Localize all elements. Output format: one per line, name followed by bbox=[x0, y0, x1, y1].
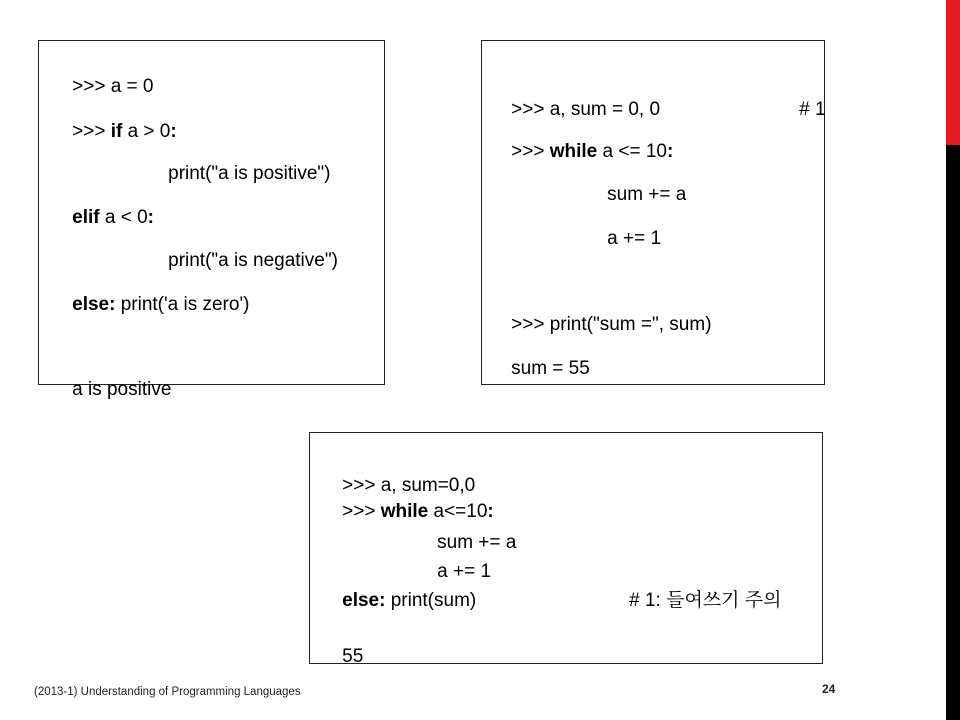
keyword: while bbox=[380, 501, 429, 522]
code-box-while bbox=[481, 40, 825, 385]
code-text: a += 1 bbox=[437, 561, 492, 582]
comment-text: # 1: 들여쓰기 주의 bbox=[629, 590, 782, 611]
code-text: >>> print("sum =", sum) bbox=[511, 314, 712, 335]
footer-course-title: (2013-1) Understanding of Programming Languages bbox=[34, 686, 301, 698]
colon: : bbox=[147, 207, 154, 228]
keyword: else: bbox=[342, 590, 386, 611]
code-text: a < 0 bbox=[99, 207, 148, 228]
code-line-6 bbox=[51, 272, 249, 338]
code-line-3 bbox=[147, 141, 331, 207]
code-text: a += 1 bbox=[607, 228, 662, 249]
prompt: >>> bbox=[72, 121, 111, 142]
comment bbox=[608, 568, 782, 634]
output-line bbox=[490, 336, 590, 402]
output-line bbox=[321, 624, 363, 690]
code-text: print('a is zero') bbox=[115, 294, 250, 315]
colon: : bbox=[487, 501, 494, 522]
code-text: a > 0 bbox=[122, 121, 171, 142]
code-text: >>> a, sum = 0, 0 bbox=[511, 99, 661, 120]
code-text: >>> a, sum=0,0 bbox=[342, 475, 476, 496]
code-text: >>> a = 0 bbox=[72, 76, 154, 97]
code-text: sum += a bbox=[437, 532, 517, 553]
output-text: 55 bbox=[342, 646, 364, 667]
comment-text: # 1 bbox=[799, 99, 826, 120]
code-line-4 bbox=[586, 206, 661, 272]
code-box-while-else bbox=[309, 432, 823, 667]
comment bbox=[778, 77, 826, 143]
page-number: 24 bbox=[822, 682, 836, 696]
code-line-4 bbox=[51, 185, 154, 251]
output-line bbox=[51, 357, 171, 423]
output-text: sum = 55 bbox=[511, 358, 590, 379]
code-text: print("a is negative") bbox=[168, 250, 338, 271]
dark-side-bar bbox=[946, 145, 960, 720]
colon: : bbox=[666, 141, 674, 162]
keyword: while bbox=[549, 141, 598, 162]
code-text: print("a is positive") bbox=[168, 163, 331, 184]
prompt: >>> bbox=[342, 501, 381, 522]
keyword: else: bbox=[72, 294, 116, 315]
code-box-if-elif bbox=[38, 40, 385, 400]
output-text: a is positive bbox=[72, 379, 172, 400]
keyword: if bbox=[110, 121, 123, 142]
colon: : bbox=[170, 121, 177, 142]
code-text: a <= 10 bbox=[597, 141, 667, 162]
keyword: elif bbox=[72, 207, 100, 228]
code-text: sum += a bbox=[607, 184, 687, 205]
prompt: >>> bbox=[511, 141, 550, 162]
code-text: a<=10 bbox=[428, 501, 488, 522]
code-text: print(sum) bbox=[385, 590, 477, 611]
